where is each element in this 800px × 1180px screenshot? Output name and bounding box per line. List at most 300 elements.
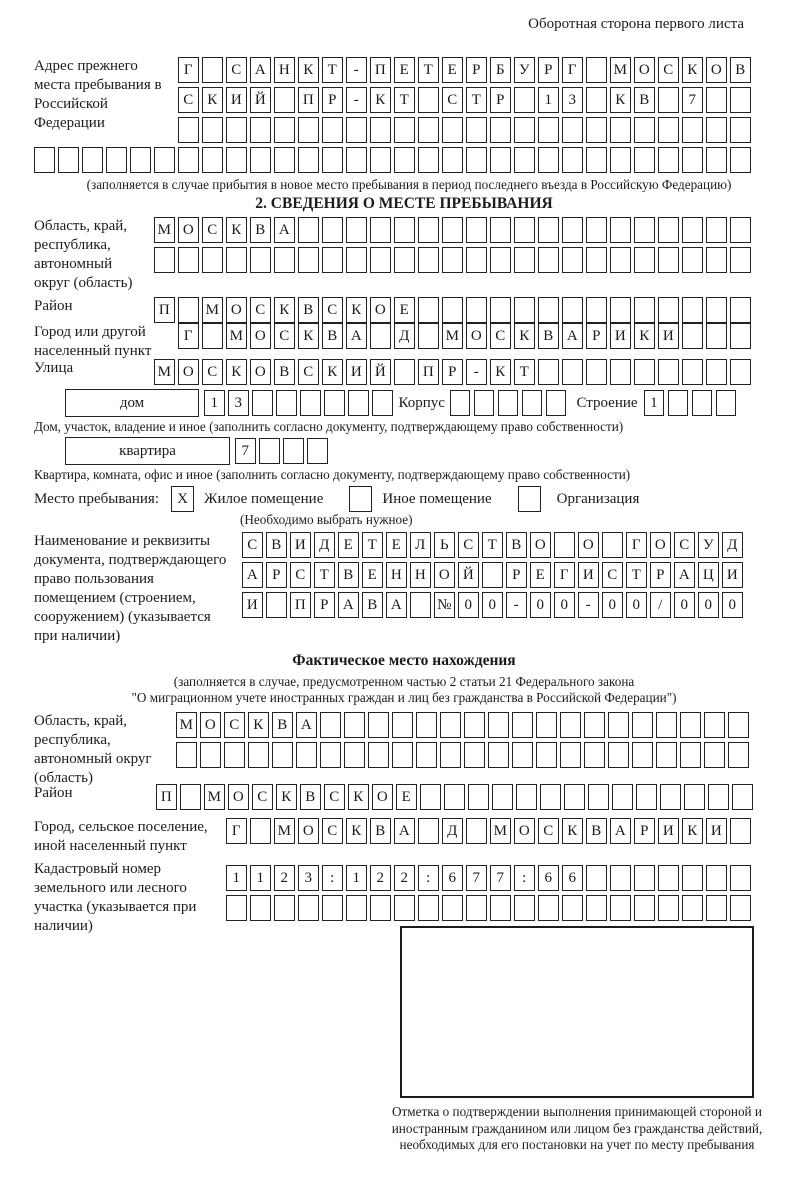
char-cell[interactable]: Р (650, 562, 671, 588)
char-cell[interactable] (538, 895, 559, 921)
char-cell[interactable] (658, 865, 679, 891)
char-cell[interactable]: 1 (250, 865, 271, 891)
char-cell[interactable] (538, 147, 559, 173)
char-cell[interactable] (560, 742, 581, 768)
char-cell[interactable] (680, 712, 701, 738)
char-cell[interactable]: О (178, 359, 199, 385)
char-cell[interactable] (322, 247, 343, 273)
char-cell[interactable]: Е (396, 784, 417, 810)
char-cell[interactable] (684, 784, 705, 810)
char-cell[interactable] (392, 712, 413, 738)
char-cell[interactable] (634, 147, 655, 173)
char-cell[interactable] (202, 147, 223, 173)
char-cell[interactable] (656, 742, 677, 768)
char-cell[interactable]: : (514, 865, 535, 891)
char-cell[interactable] (632, 712, 653, 738)
char-cell[interactable] (682, 147, 703, 173)
char-cell[interactable] (514, 247, 535, 273)
char-cell[interactable]: Н (274, 57, 295, 83)
char-cell[interactable] (276, 390, 297, 416)
char-cell[interactable]: / (650, 592, 671, 618)
char-cell[interactable] (610, 359, 631, 385)
char-cell[interactable]: А (346, 323, 367, 349)
char-cell[interactable]: С (674, 532, 695, 558)
char-cell[interactable] (272, 742, 293, 768)
char-cell[interactable] (562, 247, 583, 273)
char-cell[interactable]: А (274, 217, 295, 243)
char-cell[interactable] (178, 297, 199, 323)
char-cell[interactable] (250, 247, 271, 273)
char-cell[interactable] (202, 323, 223, 349)
char-cell[interactable]: П (370, 57, 391, 83)
char-cell[interactable] (490, 895, 511, 921)
char-cell[interactable] (728, 712, 749, 738)
char-cell[interactable]: М (154, 217, 175, 243)
char-cell[interactable]: Т (482, 532, 503, 558)
char-cell[interactable] (418, 87, 439, 113)
char-cell[interactable] (250, 895, 271, 921)
char-cell[interactable] (610, 217, 631, 243)
char-cell[interactable]: О (250, 359, 271, 385)
char-cell[interactable]: 0 (626, 592, 647, 618)
char-cell[interactable] (680, 742, 701, 768)
char-cell[interactable] (682, 895, 703, 921)
char-cell[interactable]: И (706, 818, 727, 844)
char-cell[interactable] (370, 217, 391, 243)
char-cell[interactable] (610, 297, 631, 323)
char-cell[interactable]: В (274, 359, 295, 385)
char-cell[interactable]: Е (394, 297, 415, 323)
char-cell[interactable] (322, 895, 343, 921)
char-cell[interactable]: С (324, 784, 345, 810)
char-cell[interactable] (298, 147, 319, 173)
char-cell[interactable]: Д (722, 532, 743, 558)
char-cell[interactable]: П (418, 359, 439, 385)
char-cell[interactable] (538, 247, 559, 273)
char-cell[interactable]: М (176, 712, 197, 738)
char-cell[interactable]: К (562, 818, 583, 844)
char-cell[interactable] (586, 87, 607, 113)
char-cell[interactable] (416, 712, 437, 738)
char-cell[interactable]: К (298, 57, 319, 83)
char-cell[interactable] (348, 390, 369, 416)
char-cell[interactable] (546, 390, 567, 416)
char-cell[interactable] (482, 562, 503, 588)
char-cell[interactable]: О (178, 217, 199, 243)
char-cell[interactable] (682, 297, 703, 323)
char-cell[interactable] (180, 784, 201, 810)
char-cell[interactable]: Р (538, 57, 559, 83)
char-cell[interactable]: 1 (226, 865, 247, 891)
char-cell[interactable] (682, 117, 703, 143)
char-cell[interactable] (370, 895, 391, 921)
char-cell[interactable]: Е (530, 562, 551, 588)
char-cell[interactable]: П (290, 592, 311, 618)
char-cell[interactable] (274, 117, 295, 143)
char-cell[interactable] (442, 247, 463, 273)
char-cell[interactable] (632, 742, 653, 768)
char-cell[interactable] (296, 742, 317, 768)
char-cell[interactable] (488, 742, 509, 768)
char-cell[interactable]: С (178, 87, 199, 113)
char-cell[interactable]: А (386, 592, 407, 618)
char-cell[interactable]: В (730, 57, 751, 83)
char-cell[interactable]: К (370, 87, 391, 113)
char-cell[interactable]: О (650, 532, 671, 558)
char-cell[interactable] (418, 147, 439, 173)
char-cell[interactable] (536, 742, 557, 768)
char-cell[interactable] (682, 247, 703, 273)
char-cell[interactable] (176, 742, 197, 768)
char-cell[interactable]: 3 (562, 87, 583, 113)
char-cell[interactable]: А (338, 592, 359, 618)
char-cell[interactable]: Т (322, 57, 343, 83)
char-cell[interactable] (588, 784, 609, 810)
char-cell[interactable] (466, 217, 487, 243)
char-cell[interactable] (586, 247, 607, 273)
char-cell[interactable] (58, 147, 79, 173)
char-cell[interactable] (516, 784, 537, 810)
char-cell[interactable] (730, 818, 751, 844)
char-cell[interactable] (634, 895, 655, 921)
char-cell[interactable] (224, 742, 245, 768)
char-cell[interactable] (440, 712, 461, 738)
char-cell[interactable] (322, 217, 343, 243)
char-cell[interactable] (274, 247, 295, 273)
char-cell[interactable]: И (346, 359, 367, 385)
char-cell[interactable]: - (466, 359, 487, 385)
char-cell[interactable] (274, 147, 295, 173)
char-cell[interactable]: Т (466, 87, 487, 113)
char-cell[interactable] (252, 390, 273, 416)
char-cell[interactable] (562, 217, 583, 243)
char-cell[interactable]: К (226, 217, 247, 243)
char-cell[interactable]: Р (266, 562, 287, 588)
char-cell[interactable] (418, 297, 439, 323)
char-cell[interactable]: 2 (370, 865, 391, 891)
char-cell[interactable] (498, 390, 519, 416)
char-cell[interactable]: 1 (644, 390, 665, 416)
char-cell[interactable] (82, 147, 103, 173)
char-cell[interactable]: Г (226, 818, 247, 844)
char-cell[interactable]: И (610, 323, 631, 349)
char-cell[interactable]: Г (626, 532, 647, 558)
char-cell[interactable]: О (298, 818, 319, 844)
char-cell[interactable] (538, 359, 559, 385)
char-cell[interactable]: Е (442, 57, 463, 83)
char-cell[interactable]: В (338, 562, 359, 588)
char-cell[interactable] (522, 390, 543, 416)
char-cell[interactable]: С (298, 359, 319, 385)
char-cell[interactable]: К (346, 297, 367, 323)
char-cell[interactable]: 2 (274, 865, 295, 891)
char-cell[interactable] (178, 147, 199, 173)
char-cell[interactable] (394, 147, 415, 173)
char-cell[interactable]: 0 (722, 592, 743, 618)
char-cell[interactable]: О (200, 712, 221, 738)
char-cell[interactable]: О (226, 297, 247, 323)
char-cell[interactable]: К (276, 784, 297, 810)
char-cell[interactable] (682, 359, 703, 385)
char-cell[interactable]: 0 (458, 592, 479, 618)
char-cell[interactable]: В (300, 784, 321, 810)
char-cell[interactable] (610, 895, 631, 921)
char-cell[interactable]: М (442, 323, 463, 349)
char-cell[interactable] (344, 712, 365, 738)
char-cell[interactable] (474, 390, 495, 416)
char-cell[interactable] (716, 390, 737, 416)
char-cell[interactable]: Т (362, 532, 383, 558)
char-cell[interactable]: К (634, 323, 655, 349)
char-cell[interactable]: 2 (394, 865, 415, 891)
char-cell[interactable] (512, 742, 533, 768)
char-cell[interactable] (730, 865, 751, 891)
char-cell[interactable]: И (578, 562, 599, 588)
char-cell[interactable]: К (202, 87, 223, 113)
char-cell[interactable] (584, 712, 605, 738)
char-cell[interactable] (106, 147, 127, 173)
char-cell[interactable]: 1 (538, 87, 559, 113)
char-cell[interactable] (154, 247, 175, 273)
char-cell[interactable] (410, 592, 431, 618)
char-cell[interactable] (370, 323, 391, 349)
char-cell[interactable] (266, 592, 287, 618)
char-cell[interactable]: Н (410, 562, 431, 588)
char-cell[interactable]: В (298, 297, 319, 323)
char-cell[interactable] (728, 742, 749, 768)
char-cell[interactable]: С (252, 784, 273, 810)
char-cell[interactable] (372, 390, 393, 416)
char-cell[interactable] (346, 117, 367, 143)
char-cell[interactable] (562, 117, 583, 143)
char-cell[interactable]: К (322, 359, 343, 385)
char-cell[interactable] (368, 742, 389, 768)
char-cell[interactable] (226, 147, 247, 173)
char-cell[interactable] (634, 359, 655, 385)
char-cell[interactable] (562, 297, 583, 323)
char-cell[interactable] (512, 712, 533, 738)
char-cell[interactable] (706, 359, 727, 385)
char-cell[interactable]: 3 (228, 390, 249, 416)
char-cell[interactable]: С (322, 818, 343, 844)
char-cell[interactable]: Н (386, 562, 407, 588)
char-cell[interactable]: И (242, 592, 263, 618)
char-cell[interactable] (250, 117, 271, 143)
char-cell[interactable] (466, 147, 487, 173)
char-cell[interactable] (346, 147, 367, 173)
char-cell[interactable]: М (154, 359, 175, 385)
char-cell[interactable] (226, 117, 247, 143)
char-cell[interactable]: С (442, 87, 463, 113)
char-cell[interactable] (514, 895, 535, 921)
char-cell[interactable] (370, 247, 391, 273)
char-cell[interactable]: Е (394, 57, 415, 83)
char-cell[interactable] (368, 712, 389, 738)
char-cell[interactable] (704, 712, 725, 738)
char-cell[interactable] (586, 359, 607, 385)
char-cell[interactable] (492, 784, 513, 810)
char-cell[interactable]: Р (490, 87, 511, 113)
char-cell[interactable] (682, 865, 703, 891)
char-cell[interactable]: С (224, 712, 245, 738)
char-cell[interactable] (34, 147, 55, 173)
char-cell[interactable]: К (298, 323, 319, 349)
char-cell[interactable] (298, 117, 319, 143)
char-cell[interactable]: С (458, 532, 479, 558)
char-cell[interactable]: М (610, 57, 631, 83)
char-cell[interactable]: Д (394, 323, 415, 349)
char-cell[interactable] (706, 217, 727, 243)
char-cell[interactable] (584, 742, 605, 768)
char-cell[interactable]: Г (554, 562, 575, 588)
char-cell[interactable]: А (242, 562, 263, 588)
char-cell[interactable] (226, 895, 247, 921)
char-cell[interactable]: 6 (562, 865, 583, 891)
char-cell[interactable]: Т (314, 562, 335, 588)
char-cell[interactable]: М (274, 818, 295, 844)
char-cell[interactable] (466, 297, 487, 323)
char-cell[interactable]: А (610, 818, 631, 844)
char-cell[interactable] (634, 297, 655, 323)
char-cell[interactable] (658, 247, 679, 273)
char-cell[interactable] (442, 147, 463, 173)
char-cell[interactable] (730, 217, 751, 243)
char-cell[interactable]: У (698, 532, 719, 558)
char-cell[interactable]: Р (506, 562, 527, 588)
char-cell[interactable] (586, 117, 607, 143)
char-cell[interactable] (250, 818, 271, 844)
char-cell[interactable] (370, 147, 391, 173)
char-cell[interactable] (586, 865, 607, 891)
char-cell[interactable]: Г (178, 323, 199, 349)
char-cell[interactable]: 0 (554, 592, 575, 618)
char-cell[interactable] (610, 117, 631, 143)
char-cell[interactable]: О (466, 323, 487, 349)
char-cell[interactable] (658, 117, 679, 143)
char-cell[interactable] (660, 784, 681, 810)
char-cell[interactable]: Т (626, 562, 647, 588)
char-cell[interactable]: Е (362, 562, 383, 588)
char-cell[interactable]: М (226, 323, 247, 349)
char-cell[interactable]: П (154, 297, 175, 323)
char-cell[interactable]: Р (634, 818, 655, 844)
char-cell[interactable] (346, 247, 367, 273)
char-cell[interactable] (634, 117, 655, 143)
char-cell[interactable] (706, 87, 727, 113)
char-cell[interactable] (514, 117, 535, 143)
char-cell[interactable] (394, 247, 415, 273)
char-cell[interactable] (248, 742, 269, 768)
char-cell[interactable]: № (434, 592, 455, 618)
char-cell[interactable] (416, 742, 437, 768)
char-cell[interactable] (730, 323, 751, 349)
char-cell[interactable]: И (658, 818, 679, 844)
char-cell[interactable] (586, 147, 607, 173)
char-cell[interactable]: К (346, 818, 367, 844)
char-cell[interactable]: Р (442, 359, 463, 385)
char-cell[interactable]: Р (586, 323, 607, 349)
char-cell[interactable]: В (538, 323, 559, 349)
char-cell[interactable] (586, 895, 607, 921)
char-cell[interactable]: М (204, 784, 225, 810)
char-cell[interactable] (704, 742, 725, 768)
char-cell[interactable]: К (610, 87, 631, 113)
char-cell[interactable]: К (490, 359, 511, 385)
char-cell[interactable] (730, 359, 751, 385)
char-cell[interactable] (202, 57, 223, 83)
char-cell[interactable] (259, 438, 280, 464)
char-cell[interactable] (562, 359, 583, 385)
char-cell[interactable]: А (674, 562, 695, 588)
char-cell[interactable]: С (290, 562, 311, 588)
char-cell[interactable]: 7 (235, 438, 256, 464)
char-cell[interactable] (226, 247, 247, 273)
char-cell[interactable] (394, 217, 415, 243)
char-cell[interactable] (418, 895, 439, 921)
char-cell[interactable] (200, 742, 221, 768)
char-cell[interactable]: М (202, 297, 223, 323)
char-cell[interactable] (442, 297, 463, 323)
char-cell[interactable] (634, 217, 655, 243)
char-cell[interactable] (634, 247, 655, 273)
char-cell[interactable]: С (250, 297, 271, 323)
char-cell[interactable] (420, 784, 441, 810)
char-cell[interactable]: Е (338, 532, 359, 558)
char-cell[interactable] (394, 359, 415, 385)
char-cell[interactable] (442, 117, 463, 143)
char-cell[interactable] (154, 147, 175, 173)
char-cell[interactable]: С (202, 359, 223, 385)
char-cell[interactable]: Р (322, 87, 343, 113)
char-cell[interactable] (706, 895, 727, 921)
char-cell[interactable] (283, 438, 304, 464)
char-cell[interactable] (682, 217, 703, 243)
char-cell[interactable] (490, 217, 511, 243)
char-cell[interactable]: К (274, 297, 295, 323)
char-cell[interactable] (298, 895, 319, 921)
char-cell[interactable] (320, 742, 341, 768)
char-cell[interactable]: К (682, 818, 703, 844)
char-cell[interactable] (202, 247, 223, 273)
char-cell[interactable] (490, 297, 511, 323)
char-cell[interactable]: Г (178, 57, 199, 83)
char-cell[interactable]: 0 (674, 592, 695, 618)
char-cell[interactable] (418, 217, 439, 243)
char-cell[interactable] (464, 712, 485, 738)
char-cell[interactable] (730, 895, 751, 921)
char-cell[interactable]: О (578, 532, 599, 558)
char-cell[interactable] (444, 784, 465, 810)
char-cell[interactable] (536, 712, 557, 738)
char-cell[interactable]: И (226, 87, 247, 113)
char-cell[interactable] (130, 147, 151, 173)
char-cell[interactable] (608, 712, 629, 738)
char-cell[interactable] (298, 217, 319, 243)
char-cell[interactable] (658, 359, 679, 385)
char-cell[interactable]: П (156, 784, 177, 810)
char-cell[interactable] (562, 147, 583, 173)
char-cell[interactable] (636, 784, 657, 810)
char-cell[interactable] (464, 742, 485, 768)
char-cell[interactable] (658, 87, 679, 113)
char-cell[interactable] (730, 87, 751, 113)
char-cell[interactable] (346, 895, 367, 921)
char-cell[interactable]: Ь (434, 532, 455, 558)
char-cell[interactable] (418, 323, 439, 349)
char-cell[interactable] (608, 742, 629, 768)
char-cell[interactable]: О (228, 784, 249, 810)
checkbox-zhiloe[interactable]: X (171, 486, 194, 512)
